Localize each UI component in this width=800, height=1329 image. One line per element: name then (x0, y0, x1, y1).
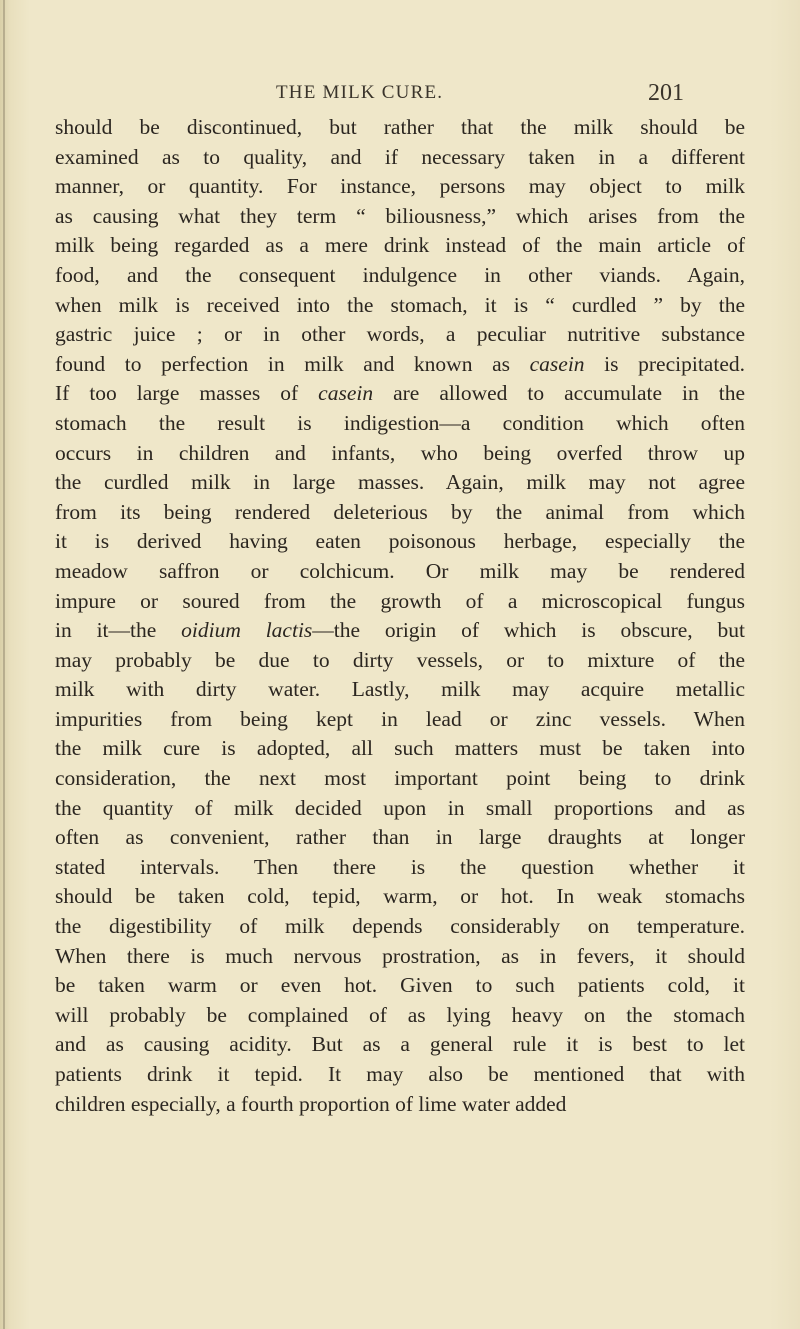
text-segment: milk being regarded as a mere drink instead of the main article of (55, 233, 745, 258)
text-segment: occurs in children and infants, who being overfed throw up (55, 440, 745, 465)
text-segment: stomach the result is indigestion—a condition which often (55, 410, 745, 435)
text-line (55, 1090, 745, 1120)
text-segment: When there is much nervous prostration, as in fevers, it should (55, 943, 745, 968)
text-line (55, 379, 745, 409)
text-segment: If too large masses of (55, 381, 319, 406)
text-line (55, 882, 745, 912)
italic-term: casein (529, 351, 585, 376)
text-segment: the quantity of milk decided upon in small proportions and as (55, 795, 745, 820)
text-segment: when milk is received into the stomach, it is “ curdled ” by the (55, 292, 745, 317)
page-number: 201 (648, 80, 684, 106)
text-line (55, 320, 745, 350)
text-line (55, 557, 745, 587)
text-line (55, 498, 745, 528)
text-line (55, 587, 745, 617)
text-line (55, 1030, 745, 1060)
text-line (55, 261, 745, 291)
text-segment: impurities from being kept in lead or zinc vessels. When (55, 706, 745, 731)
text-segment: manner, or quantity. For instance, persons may object to milk (55, 174, 745, 199)
text-line (55, 350, 745, 380)
text-segment: in it—the (55, 618, 182, 643)
text-line (55, 143, 745, 173)
text-line (55, 1001, 745, 1031)
text-segment: stated intervals. Then there is the question whether it (55, 854, 745, 879)
text-segment: —the origin of which is obscure, but (312, 618, 745, 643)
running-head (0, 80, 800, 110)
text-line (55, 231, 745, 261)
text-line (55, 971, 745, 1001)
text-line (55, 527, 745, 557)
text-segment: the curdled milk in large masses. Again, milk may not agree (55, 470, 745, 495)
text-line (55, 823, 745, 853)
text-line (55, 202, 745, 232)
text-segment: will probably be complained of as lying heavy on the stomach (55, 1002, 745, 1027)
text-segment: often as convenient, rather than in large draughts at longer (55, 825, 745, 850)
text-segment: impure or soured from the growth of a microscopical fungus (55, 588, 745, 613)
italic-term: casein (318, 381, 374, 406)
text-segment: are allowed to accumulate in the (373, 381, 745, 406)
text-segment: be taken warm or even hot. Given to such patients cold, it (55, 973, 745, 998)
text-segment: children especially, a fourth proportion of lime water added (55, 1091, 567, 1116)
text-segment: patients drink it tepid. It may also be mentioned that with (55, 1062, 745, 1086)
text-line (55, 646, 745, 676)
text-line (55, 675, 745, 705)
text-line (55, 942, 745, 972)
text-segment: may probably be due to dirty vessels, or to mixture of the (55, 647, 745, 672)
text-line (55, 1060, 745, 1090)
body-text (55, 113, 745, 1119)
text-segment: should be discontinued, but rather that the milk should be (55, 115, 745, 139)
text-segment: and as causing acidity. But as a general rule it is best to let (55, 1032, 745, 1057)
text-line (55, 113, 745, 143)
text-segment: consideration, the next most important point being to drink (55, 766, 745, 791)
text-segment: should be taken cold, tepid, warm, or hot. In weak stomachs (55, 884, 745, 909)
running-title: THE MILK CURE. (276, 82, 444, 103)
text-line (55, 764, 745, 794)
text-segment: examined as to quality, and if necessary taken in a different (55, 144, 745, 169)
text-segment: milk with dirty water. Lastly, milk may acquire metallic (55, 677, 745, 702)
text-line (55, 172, 745, 202)
text-segment: is precipitated. (584, 351, 745, 376)
text-line (55, 853, 745, 883)
text-line (55, 794, 745, 824)
text-segment: food, and the consequent indulgence in other viands. Again, (55, 262, 745, 287)
text-line (55, 912, 745, 942)
text-segment: meadow saffron or colchicum. Or milk may be rendered (55, 558, 745, 583)
text-segment: the milk cure is adopted, all such matters must be taken into (55, 736, 745, 761)
text-segment: found to perfection in milk and known as (55, 351, 530, 376)
page-gutter-edge (3, 0, 5, 1329)
italic-term: oidium lactis (181, 618, 313, 643)
text-line (55, 734, 745, 764)
text-segment: from its being rendered deleterious by the animal from which (55, 499, 745, 524)
text-line (55, 468, 745, 498)
text-segment: the digestibility of milk depends considerably on temperature. (55, 914, 745, 939)
text-line (55, 616, 745, 646)
text-line (55, 291, 745, 321)
text-line (55, 705, 745, 735)
text-segment: it is derived having eaten poisonous herbage, especially the (55, 529, 745, 554)
text-line (55, 409, 745, 439)
text-line (55, 439, 745, 469)
text-segment: as causing what they term “ biliousness,” which arises from the (55, 203, 745, 228)
text-segment: gastric juice ; or in other words, a peculiar nutritive substance (55, 322, 745, 347)
